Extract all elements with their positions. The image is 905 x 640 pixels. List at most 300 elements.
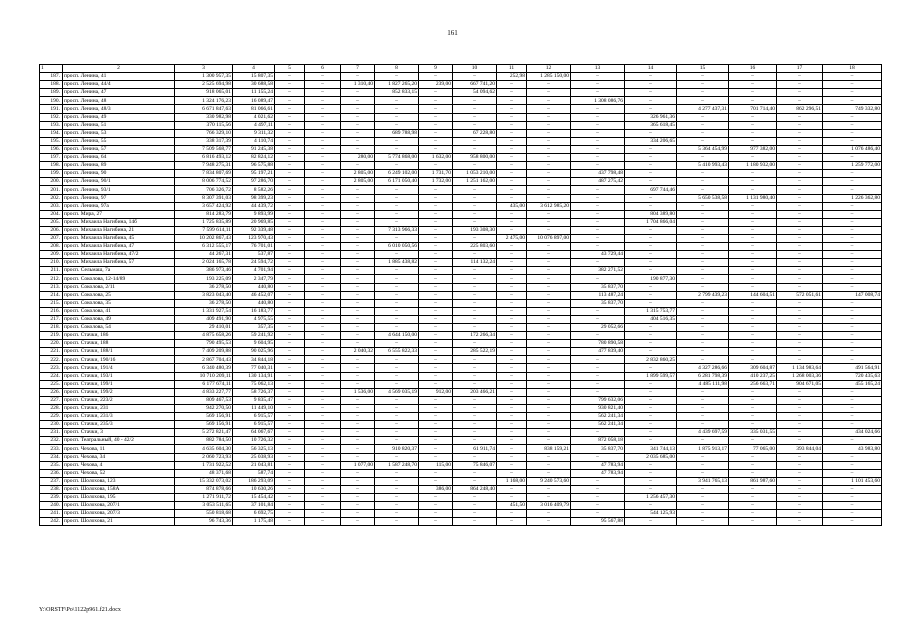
value-cell: – bbox=[527, 154, 571, 162]
address-cell: просп. Стачки, 3 bbox=[63, 429, 175, 437]
row-number-cell: 203. bbox=[40, 202, 63, 210]
value-cell: – bbox=[625, 170, 677, 178]
table-row bbox=[40, 340, 882, 348]
value-cell: – bbox=[341, 421, 375, 429]
table-row bbox=[40, 283, 882, 291]
table-row bbox=[40, 137, 882, 145]
value-cell: – bbox=[275, 502, 305, 510]
value-cell: 10 726,32 bbox=[233, 437, 275, 445]
value-cell: – bbox=[823, 89, 882, 97]
value-cell: 6 555 822,33 bbox=[375, 348, 419, 356]
value-cell: – bbox=[305, 324, 341, 332]
value-cell: 6 340 480,39 bbox=[175, 364, 233, 372]
address-cell: просп. Ленина, 49 bbox=[63, 113, 175, 121]
value-cell: – bbox=[729, 493, 777, 501]
value-cell: 780 890,58 bbox=[571, 340, 625, 348]
value-cell: – bbox=[571, 510, 625, 518]
value-cell: 147 008,74 bbox=[823, 291, 882, 299]
address-cell: просп. Соколова, 35 bbox=[63, 299, 175, 307]
table-row bbox=[40, 332, 882, 340]
value-cell: – bbox=[419, 510, 453, 518]
value-cell: 838 159,21 bbox=[527, 445, 571, 453]
value-cell: – bbox=[729, 154, 777, 162]
value-cell: – bbox=[275, 283, 305, 291]
value-cell: – bbox=[823, 404, 882, 412]
value-cell: – bbox=[305, 243, 341, 251]
value-cell: 10 076 897,00 bbox=[527, 234, 571, 242]
value-cell: – bbox=[419, 324, 453, 332]
value-cell: – bbox=[375, 324, 419, 332]
value-cell: – bbox=[341, 324, 375, 332]
value-cell: – bbox=[419, 453, 453, 461]
value-cell: – bbox=[275, 243, 305, 251]
value-cell: – bbox=[571, 315, 625, 323]
value-cell: – bbox=[527, 186, 571, 194]
value-cell: – bbox=[527, 324, 571, 332]
value-cell: – bbox=[625, 291, 677, 299]
value-cell: 15 807,35 bbox=[233, 73, 275, 81]
value-cell: – bbox=[527, 194, 571, 202]
value-cell: – bbox=[305, 73, 341, 81]
value-cell: 942 270,50 bbox=[175, 404, 233, 412]
value-cell: – bbox=[341, 364, 375, 372]
value-cell: – bbox=[823, 275, 882, 283]
value-cell: 958 800,00 bbox=[453, 154, 497, 162]
value-cell: – bbox=[777, 388, 823, 396]
value-cell: – bbox=[375, 97, 419, 105]
value-cell: – bbox=[677, 113, 729, 121]
value-cell: – bbox=[527, 259, 571, 267]
value-cell: – bbox=[571, 218, 625, 226]
row-number-cell: 191. bbox=[40, 105, 63, 113]
value-cell: – bbox=[625, 81, 677, 89]
value-cell: 48 371,68 bbox=[175, 469, 233, 477]
value-cell: – bbox=[823, 121, 882, 129]
value-cell: – bbox=[823, 437, 882, 445]
value-cell: – bbox=[571, 105, 625, 113]
value-cell: – bbox=[625, 332, 677, 340]
value-cell: 6 249 102,00 bbox=[375, 170, 419, 178]
value-cell: – bbox=[625, 421, 677, 429]
value-cell: – bbox=[453, 251, 497, 259]
value-cell: – bbox=[571, 129, 625, 137]
value-cell: – bbox=[497, 518, 527, 526]
value-cell: – bbox=[275, 202, 305, 210]
value-cell: 76 701,01 bbox=[233, 243, 275, 251]
value-cell: – bbox=[419, 210, 453, 218]
value-cell: – bbox=[275, 453, 305, 461]
value-cell: – bbox=[497, 105, 527, 113]
row-number-cell: 210. bbox=[40, 259, 63, 267]
value-cell: – bbox=[419, 429, 453, 437]
value-cell: – bbox=[275, 267, 305, 275]
value-cell: – bbox=[305, 461, 341, 469]
value-cell: – bbox=[777, 121, 823, 129]
value-cell: – bbox=[305, 340, 341, 348]
value-cell: – bbox=[453, 404, 497, 412]
value-cell: – bbox=[625, 364, 677, 372]
value-cell: 3 612 985,20 bbox=[527, 202, 571, 210]
table-row bbox=[40, 218, 882, 226]
value-cell: – bbox=[275, 340, 305, 348]
value-cell: – bbox=[275, 485, 305, 493]
value-cell: 5 410 993,43 bbox=[677, 162, 729, 170]
value-cell: 7 509 568,77 bbox=[175, 145, 233, 153]
value-cell: 1 256 457,30 bbox=[625, 493, 677, 501]
row-number-cell: 240. bbox=[40, 502, 63, 510]
value-cell: – bbox=[497, 129, 527, 137]
value-cell: 3 016 409,79 bbox=[527, 502, 571, 510]
address-cell: просп. Шолохова, 207/3 bbox=[63, 510, 175, 518]
value-cell: – bbox=[777, 73, 823, 81]
value-cell: 335 031,55 bbox=[729, 429, 777, 437]
value-cell: 477 839,40 bbox=[571, 348, 625, 356]
value-cell: 9 604,95 bbox=[233, 340, 275, 348]
value-cell: – bbox=[625, 502, 677, 510]
value-cell: – bbox=[453, 493, 497, 501]
value-cell: – bbox=[729, 324, 777, 332]
value-cell: 357,35 bbox=[233, 324, 275, 332]
value-cell: 96 575,88 bbox=[233, 162, 275, 170]
value-cell: – bbox=[777, 307, 823, 315]
value-cell: 25 038,93 bbox=[233, 453, 275, 461]
value-cell: – bbox=[625, 89, 677, 97]
value-cell: 35 837,70 bbox=[571, 445, 625, 453]
address-cell: просп. Стачки, 188 bbox=[63, 340, 175, 348]
value-cell: – bbox=[375, 283, 419, 291]
value-cell: – bbox=[375, 493, 419, 501]
value-cell: – bbox=[777, 226, 823, 234]
value-cell: – bbox=[453, 340, 497, 348]
value-cell: – bbox=[527, 105, 571, 113]
value-cell: – bbox=[497, 493, 527, 501]
value-cell: – bbox=[571, 137, 625, 145]
value-cell: – bbox=[419, 291, 453, 299]
value-cell: – bbox=[419, 137, 453, 145]
row-number-cell: 236. bbox=[40, 469, 63, 477]
value-cell: – bbox=[571, 502, 625, 510]
value-cell: – bbox=[777, 283, 823, 291]
value-cell: – bbox=[305, 469, 341, 477]
value-cell: – bbox=[729, 485, 777, 493]
value-cell: – bbox=[453, 364, 497, 372]
value-cell: 4 833 227,77 bbox=[175, 388, 233, 396]
address-cell: просп. Михаила Нагибина, 45 bbox=[63, 234, 175, 242]
value-cell: 1 731 922,52 bbox=[175, 461, 233, 469]
row-number-cell: 215. bbox=[40, 299, 63, 307]
value-cell: – bbox=[275, 299, 305, 307]
table-row bbox=[40, 113, 882, 121]
value-cell: – bbox=[571, 477, 625, 485]
value-cell: – bbox=[823, 226, 882, 234]
value-cell: – bbox=[305, 396, 341, 404]
value-cell: – bbox=[527, 493, 571, 501]
value-cell: 1 315 753,77 bbox=[625, 307, 677, 315]
value-cell: – bbox=[823, 307, 882, 315]
value-cell: – bbox=[341, 356, 375, 364]
value-cell: – bbox=[777, 154, 823, 162]
header-cell: 5 bbox=[275, 65, 305, 73]
value-cell: – bbox=[341, 404, 375, 412]
value-cell: – bbox=[275, 380, 305, 388]
value-cell: – bbox=[625, 324, 677, 332]
address-cell: просп. Шолохова, 207/1 bbox=[63, 502, 175, 510]
row-number-cell: 214. bbox=[40, 291, 63, 299]
value-cell: 3 941 765,13 bbox=[677, 477, 729, 485]
value-cell: – bbox=[571, 243, 625, 251]
value-cell: – bbox=[777, 477, 823, 485]
value-cell: – bbox=[305, 493, 341, 501]
value-cell: 814 283,79 bbox=[175, 210, 233, 218]
value-cell: 75 062,13 bbox=[233, 380, 275, 388]
value-cell: 386,00 bbox=[419, 485, 453, 493]
value-cell: – bbox=[341, 121, 375, 129]
value-cell: – bbox=[777, 162, 823, 170]
value-cell: – bbox=[625, 485, 677, 493]
value-cell: – bbox=[571, 194, 625, 202]
data-table bbox=[39, 64, 882, 526]
value-cell: – bbox=[527, 348, 571, 356]
value-cell: – bbox=[823, 81, 882, 89]
value-cell: – bbox=[453, 234, 497, 242]
value-cell: 904 671,05 bbox=[777, 380, 823, 388]
value-cell: – bbox=[527, 275, 571, 283]
value-cell: – bbox=[497, 162, 527, 170]
value-cell: – bbox=[275, 324, 305, 332]
value-cell: – bbox=[305, 437, 341, 445]
value-cell: – bbox=[497, 388, 527, 396]
value-cell: 7 409 209,88 bbox=[175, 348, 233, 356]
value-cell: – bbox=[453, 453, 497, 461]
address-cell: просп. Ленина, 97а bbox=[63, 202, 175, 210]
row-number-cell: 229. bbox=[40, 413, 63, 421]
value-cell: – bbox=[729, 461, 777, 469]
table-row bbox=[40, 315, 882, 323]
table-row bbox=[40, 510, 882, 518]
value-cell: – bbox=[375, 186, 419, 194]
value-cell: – bbox=[729, 113, 777, 121]
value-cell: – bbox=[729, 502, 777, 510]
value-cell: – bbox=[375, 194, 419, 202]
value-cell: – bbox=[275, 364, 305, 372]
value-cell: – bbox=[823, 324, 882, 332]
value-cell: – bbox=[571, 113, 625, 121]
value-cell: – bbox=[375, 429, 419, 437]
value-cell: – bbox=[305, 89, 341, 97]
value-cell: 440,80 bbox=[233, 299, 275, 307]
value-cell: – bbox=[497, 372, 527, 380]
value-cell: – bbox=[341, 283, 375, 291]
value-cell: – bbox=[729, 218, 777, 226]
value-cell: 404 516,35 bbox=[625, 315, 677, 323]
value-cell: 90 025,96 bbox=[233, 348, 275, 356]
value-cell: – bbox=[729, 404, 777, 412]
value-cell: – bbox=[305, 364, 341, 372]
value-cell: – bbox=[571, 364, 625, 372]
value-cell: 114 132,24 bbox=[453, 259, 497, 267]
value-cell: – bbox=[625, 73, 677, 81]
value-cell: – bbox=[823, 154, 882, 162]
table-row bbox=[40, 429, 882, 437]
value-cell: – bbox=[419, 502, 453, 510]
table-row bbox=[40, 421, 882, 429]
value-cell: – bbox=[777, 461, 823, 469]
value-cell: 544 125,93 bbox=[625, 510, 677, 518]
value-cell: – bbox=[305, 251, 341, 259]
value-cell: 54 094,62 bbox=[453, 89, 497, 97]
value-cell: – bbox=[375, 315, 419, 323]
value-cell: – bbox=[823, 299, 882, 307]
value-cell: – bbox=[823, 97, 882, 105]
value-cell: – bbox=[777, 243, 823, 251]
address-cell: просп. Соколова, 54 bbox=[63, 324, 175, 332]
value-cell: – bbox=[777, 251, 823, 259]
address-cell: просп. Михаила Нагибина, 47/2 bbox=[63, 251, 175, 259]
value-cell: – bbox=[497, 186, 527, 194]
value-cell: – bbox=[571, 73, 625, 81]
table-row bbox=[40, 307, 882, 315]
value-cell: – bbox=[823, 113, 882, 121]
value-cell: – bbox=[527, 210, 571, 218]
value-cell: – bbox=[275, 469, 305, 477]
value-cell: 285 522,19 bbox=[453, 348, 497, 356]
value-cell: – bbox=[571, 429, 625, 437]
value-cell: – bbox=[305, 154, 341, 162]
value-cell: – bbox=[375, 372, 419, 380]
value-cell: – bbox=[777, 518, 823, 526]
value-cell: – bbox=[275, 97, 305, 105]
value-cell: – bbox=[677, 121, 729, 129]
value-cell: – bbox=[305, 332, 341, 340]
value-cell: – bbox=[497, 307, 527, 315]
address-cell: просп. Чехова, 34 bbox=[63, 453, 175, 461]
value-cell: – bbox=[729, 421, 777, 429]
value-cell: – bbox=[341, 129, 375, 137]
value-cell: – bbox=[823, 178, 882, 186]
row-number-cell: 223. bbox=[40, 364, 63, 372]
address-cell: просп. Ленина, 93/1 bbox=[63, 186, 175, 194]
table-row bbox=[40, 251, 882, 259]
value-cell: – bbox=[275, 421, 305, 429]
value-cell: – bbox=[453, 186, 497, 194]
value-cell: – bbox=[823, 186, 882, 194]
value-cell: – bbox=[341, 453, 375, 461]
value-cell: – bbox=[777, 421, 823, 429]
value-cell: 562 241,34 bbox=[571, 413, 625, 421]
value-cell: 440,80 bbox=[233, 283, 275, 291]
value-cell: – bbox=[677, 97, 729, 105]
value-cell: 309 604,87 bbox=[729, 364, 777, 372]
value-cell: 37 101,84 bbox=[233, 502, 275, 510]
value-cell: 1 053 210,00 bbox=[453, 170, 497, 178]
value-cell: – bbox=[275, 396, 305, 404]
value-cell: – bbox=[729, 283, 777, 291]
value-cell: 4 975,55 bbox=[233, 315, 275, 323]
value-cell: – bbox=[527, 129, 571, 137]
value-cell: – bbox=[823, 348, 882, 356]
value-cell: – bbox=[677, 154, 729, 162]
value-cell: – bbox=[375, 145, 419, 153]
value-cell: 667 741,20 bbox=[453, 81, 497, 89]
value-cell: – bbox=[341, 243, 375, 251]
value-cell: – bbox=[677, 469, 729, 477]
value-cell: 861 987,60 bbox=[729, 477, 777, 485]
address-cell: просп. Ленина, 48 bbox=[63, 97, 175, 105]
table-row bbox=[40, 348, 882, 356]
value-cell: – bbox=[275, 372, 305, 380]
row-number-cell: 226. bbox=[40, 388, 63, 396]
row-number-cell: 194. bbox=[40, 129, 63, 137]
value-cell: 6 171 050,40 bbox=[375, 178, 419, 186]
value-cell: – bbox=[527, 315, 571, 323]
value-cell: – bbox=[275, 518, 305, 526]
value-cell: – bbox=[275, 162, 305, 170]
value-cell: 4 277 437,31 bbox=[677, 105, 729, 113]
value-cell: – bbox=[497, 291, 527, 299]
value-cell: – bbox=[677, 226, 729, 234]
value-cell: – bbox=[677, 502, 729, 510]
value-cell: – bbox=[305, 429, 341, 437]
value-cell: – bbox=[275, 493, 305, 501]
value-cell: 910 820,37 bbox=[375, 445, 419, 453]
value-cell: – bbox=[453, 291, 497, 299]
value-cell: 113 487,24 bbox=[571, 291, 625, 299]
value-cell: 1 536,00 bbox=[341, 388, 375, 396]
address-cell: просп. Ленина, 57 bbox=[63, 145, 175, 153]
value-cell: – bbox=[497, 380, 527, 388]
value-cell: – bbox=[497, 259, 527, 267]
value-cell: – bbox=[729, 137, 777, 145]
value-cell: 4 569 035,19 bbox=[375, 388, 419, 396]
value-cell: 4 110,74 bbox=[233, 137, 275, 145]
value-cell: – bbox=[453, 429, 497, 437]
value-cell: – bbox=[305, 234, 341, 242]
value-cell: – bbox=[305, 421, 341, 429]
value-cell: – bbox=[419, 162, 453, 170]
value-cell: – bbox=[677, 259, 729, 267]
value-cell: – bbox=[275, 259, 305, 267]
value-cell: – bbox=[777, 348, 823, 356]
value-cell: – bbox=[729, 518, 777, 526]
value-cell: – bbox=[677, 137, 729, 145]
value-cell: – bbox=[527, 145, 571, 153]
value-cell: – bbox=[453, 372, 497, 380]
value-cell: – bbox=[729, 234, 777, 242]
header-cell: 16 bbox=[729, 65, 777, 73]
value-cell: – bbox=[527, 380, 571, 388]
value-cell: – bbox=[527, 510, 571, 518]
value-cell: 882 784,50 bbox=[175, 437, 233, 445]
value-cell: – bbox=[729, 226, 777, 234]
value-cell: – bbox=[677, 453, 729, 461]
table-row bbox=[40, 380, 882, 388]
value-cell: – bbox=[625, 340, 677, 348]
value-cell: – bbox=[729, 307, 777, 315]
row-number-cell: 199. bbox=[40, 170, 63, 178]
value-cell: – bbox=[677, 340, 729, 348]
value-cell: 749 332,80 bbox=[823, 105, 882, 113]
value-cell: 1 131 980,40 bbox=[729, 194, 777, 202]
value-cell: – bbox=[729, 469, 777, 477]
value-cell: 92 339,48 bbox=[233, 226, 275, 234]
row-number-cell: 224. bbox=[40, 372, 63, 380]
value-cell: 1 308 086,76 bbox=[571, 97, 625, 105]
value-cell: – bbox=[375, 477, 419, 485]
value-cell: – bbox=[729, 178, 777, 186]
value-cell: 6 915,57 bbox=[233, 421, 275, 429]
header-cell: 12 bbox=[527, 65, 571, 73]
value-cell: – bbox=[341, 340, 375, 348]
